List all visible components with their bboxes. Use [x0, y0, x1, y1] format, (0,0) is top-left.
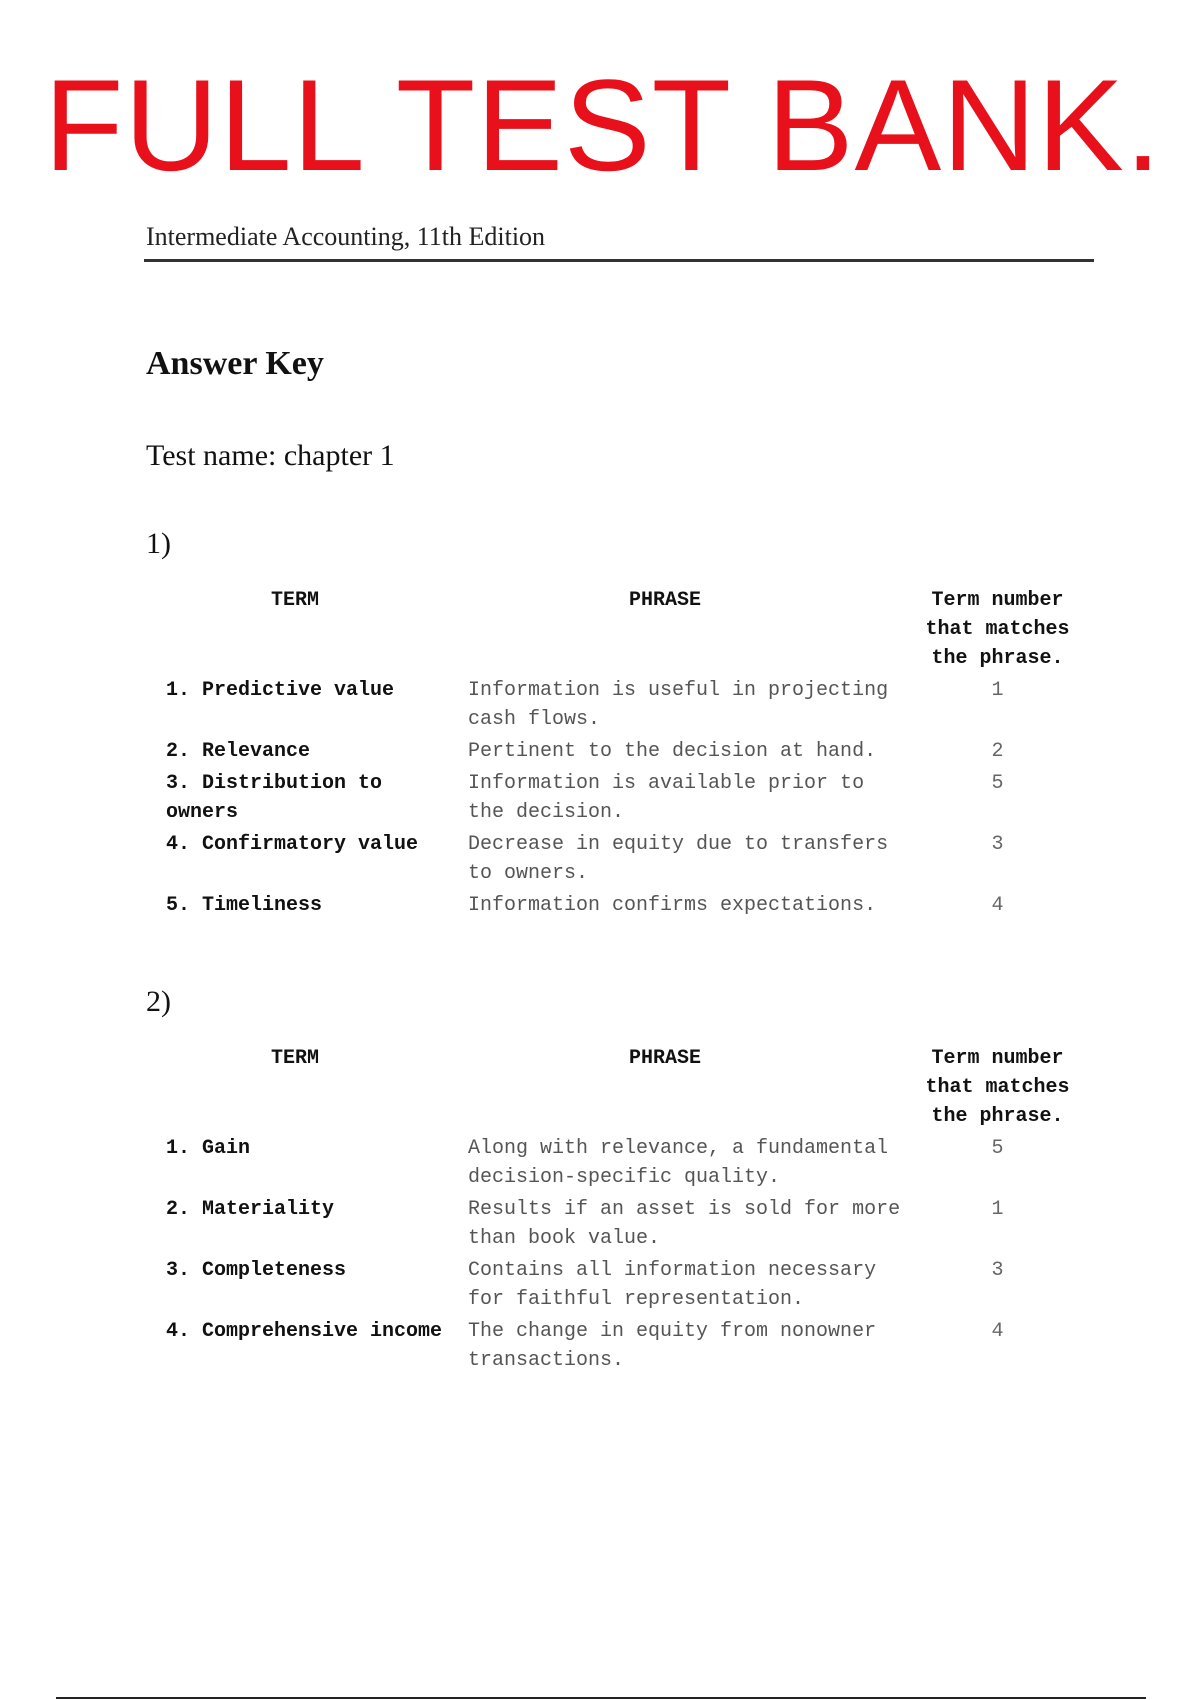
header-term: TERM — [270, 1047, 319, 1070]
test-name: Test name: chapter 1 — [146, 439, 395, 472]
answer-cell: 3 — [991, 1259, 1004, 1282]
table-row — [160, 1195, 1100, 1253]
phrase-cell: Contains all information necessary for faithful representation. — [468, 1259, 877, 1311]
term-cell: 5. Timeliness — [166, 894, 323, 917]
table-header — [160, 1044, 1100, 1134]
table-row — [160, 1134, 1100, 1192]
phrase-cell: Decrease in equity due to transfers to owners. — [468, 833, 889, 885]
header-term: TERM — [270, 589, 319, 612]
table-row — [160, 676, 1100, 734]
term-cell: 1. Gain — [166, 1137, 251, 1160]
table-row — [160, 891, 1100, 920]
matching-table — [160, 1044, 1100, 1378]
book-title: Intermediate Accounting, 11th Edition — [146, 222, 546, 251]
term-cell: 3. Distribution to owners — [166, 772, 383, 824]
table-row — [160, 769, 1100, 827]
phrase-cell: The change in equity from nonowner transactions. — [468, 1320, 877, 1372]
header-phrase: PHRASE — [628, 589, 701, 612]
footer-divider — [56, 1697, 1146, 1699]
term-cell: 4. Confirmatory value — [166, 833, 419, 856]
table-row — [160, 737, 1100, 766]
term-cell: 2. Materiality — [166, 1198, 335, 1221]
answer-cell: 1 — [991, 679, 1004, 702]
answer-cell: 4 — [991, 1320, 1004, 1343]
question-number: 2) — [146, 985, 171, 1018]
phrase-cell: Along with relevance, a fundamental decision-specific quality. — [468, 1137, 889, 1189]
header-term-number: Term number that matches the phrase. — [925, 589, 1070, 670]
matching-table — [160, 586, 1100, 923]
header-phrase: PHRASE — [628, 1047, 701, 1070]
answer-cell: 5 — [991, 772, 1004, 795]
answer-cell: 5 — [991, 1137, 1004, 1160]
answer-cell: 4 — [991, 894, 1004, 917]
book-header — [144, 218, 1094, 262]
answer-cell: 1 — [991, 1198, 1004, 1221]
table-row — [160, 1256, 1100, 1314]
table-row — [160, 1317, 1100, 1375]
term-cell: 4. Comprehensive income — [166, 1320, 443, 1343]
answer-key-heading: Answer Key — [146, 345, 324, 382]
phrase-cell: Information is available prior to the decision. — [468, 772, 865, 824]
banner-title: FULL TEST BANK. — [44, 52, 1162, 198]
table-row — [160, 830, 1100, 888]
term-cell: 3. Completeness — [166, 1259, 347, 1282]
question-number: 1) — [146, 527, 171, 560]
phrase-cell: Pertinent to the decision at hand. — [468, 740, 877, 763]
phrase-cell: Information confirms expectations. — [468, 894, 877, 917]
phrase-cell: Results if an asset is sold for more than book value. — [468, 1198, 901, 1250]
term-cell: 2. Relevance — [166, 740, 311, 763]
phrase-cell: Information is useful in projecting cash flows. — [468, 679, 889, 731]
term-cell: 1. Predictive value — [166, 679, 395, 702]
table-header — [160, 586, 1100, 676]
answer-cell: 2 — [991, 740, 1004, 763]
header-term-number: Term number that matches the phrase. — [925, 1047, 1070, 1128]
answer-cell: 3 — [991, 833, 1004, 856]
